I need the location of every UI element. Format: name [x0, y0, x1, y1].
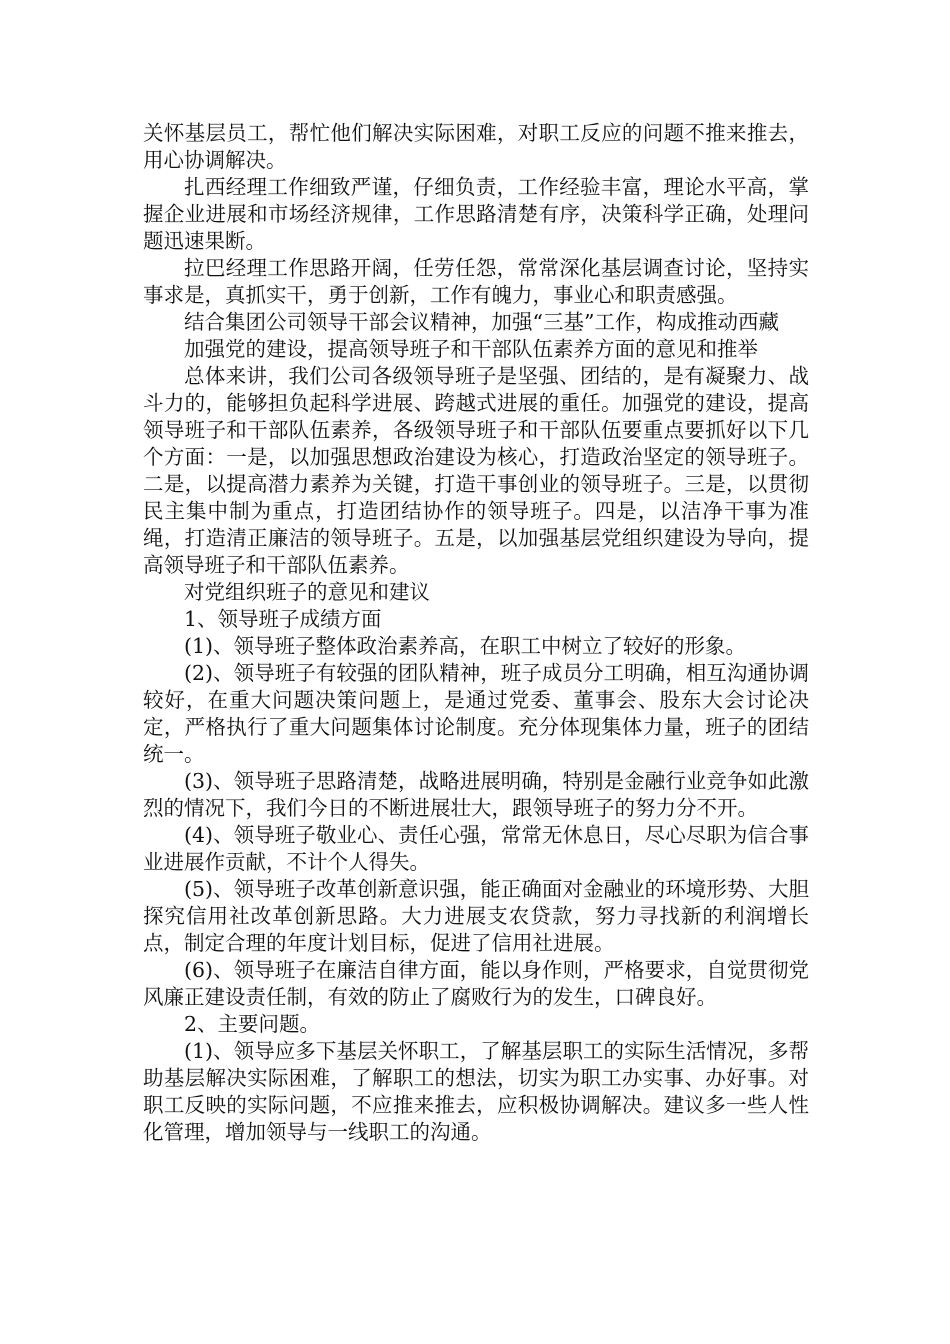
list-item-problem-1: (1)、领导应多下基层关怀职工，了解基层职工的实际生活情况，多帮助基层解决实际困难，了解职工的想法，切实为职工办实事、办好事。对职工反映的实际问题，不应推来推去，应积极协调解决。建议多一些人性化管理，增加领导与一线职工的沟通。 [143, 1039, 809, 1144]
list-item-achievement-5: (5)、领导班子改革创新意识强，能正确面对金融业的环境形势、大胆探究信用社改革创新思路。大力进展支农贷款，努力寻找新的利润增长点，制定合理的年度计划目标，促进了信用社进展。 [143, 877, 809, 955]
list-item-achievement-1: (1)、领导班子整体政治素养高，在职工中树立了较好的形象。 [184, 634, 747, 658]
list-item-achievement-6: (6)、领导班子在廉洁自律方面，能以身作则，严格要求，自觉贯彻党风廉正建设责任制，有效的防止了腐败行为的发生，口碑良好。 [143, 958, 809, 1009]
paragraph-heading-party-building: 加强党的建设，提高领导班子和干部队伍素养方面的意见和推举 [184, 337, 758, 361]
paragraph-manager-zhaxi: 扎西经理工作细致严谨，仔细负责，工作经验丰富，理论水平高，掌握企业进展和市场经济规律，工作思路清楚有序，决策科学正确，处理问题迅速果断。 [143, 175, 809, 253]
section-heading-opinions: 对党组织班子的意见和建议 [184, 580, 430, 604]
paragraph-continuation: 关怀基层员工，帮忙他们解决实际困难，对职工反应的问题不推来推去，用心协调解决。 [143, 121, 809, 172]
document-body [143, 120, 809, 1146]
subsection-heading-problems: 2、主要问题。 [184, 1012, 321, 1036]
paragraph-overall: 总体来讲，我们公司各级领导班子是坚强、团结的，是有凝聚力、战斗力的，能够担负起科学进展、跨越式进展的重任。加强党的建设，提高领导班子和干部队伍素养，各级领导班子和干部队伍要重点要抓好以下几个方面：一是，以加强思想政治建设为核心，打造政治坚定的领导班子。二是，以提高潜力素养为关键，打造干事创业的领导班子。三是，以贯彻民主集中制为重点，打造团结协作的领导班子。四是，以洁净干事为准绳，打造清正廉洁的领导班子。五是，以加强基层党组织建设为导向，提高领导班子和干部队伍素养。 [143, 364, 809, 577]
list-item-achievement-4: (4)、领导班子敬业心、责任心强，常常无休息日，尽心尽职为信合事业进展作贡献，不计个人得失。 [143, 823, 809, 874]
list-item-achievement-3: (3)、领导班子思路清楚，战略进展明确，特别是金融行业竞争如此激烈的情况下，我们今日的不断进展壮大，跟领导班子的努力分不开。 [143, 769, 809, 820]
paragraph-heading-sanji: 结合集团公司领导干部会议精神，加强“三基”工作，构成推动西藏 [184, 310, 779, 334]
list-item-achievement-2: (2)、领导班子有较强的团队精神，班子成员分工明确，相互沟通协调较好，在重大问题决策问题上，是通过党委、董事会、股东大会讨论决定，严格执行了重大问题集体讨论制度。充分体现集体力量，班子的团结统一。 [143, 661, 809, 766]
paragraph-manager-laba: 拉巴经理工作思路开阔，任劳任怨，常常深化基层调查讨论，坚持实事求是，真抓实干，勇于创新，工作有魄力，事业心和职责感强。 [143, 256, 809, 307]
subsection-heading-achievements: 1、领导班子成绩方面 [184, 607, 382, 631]
